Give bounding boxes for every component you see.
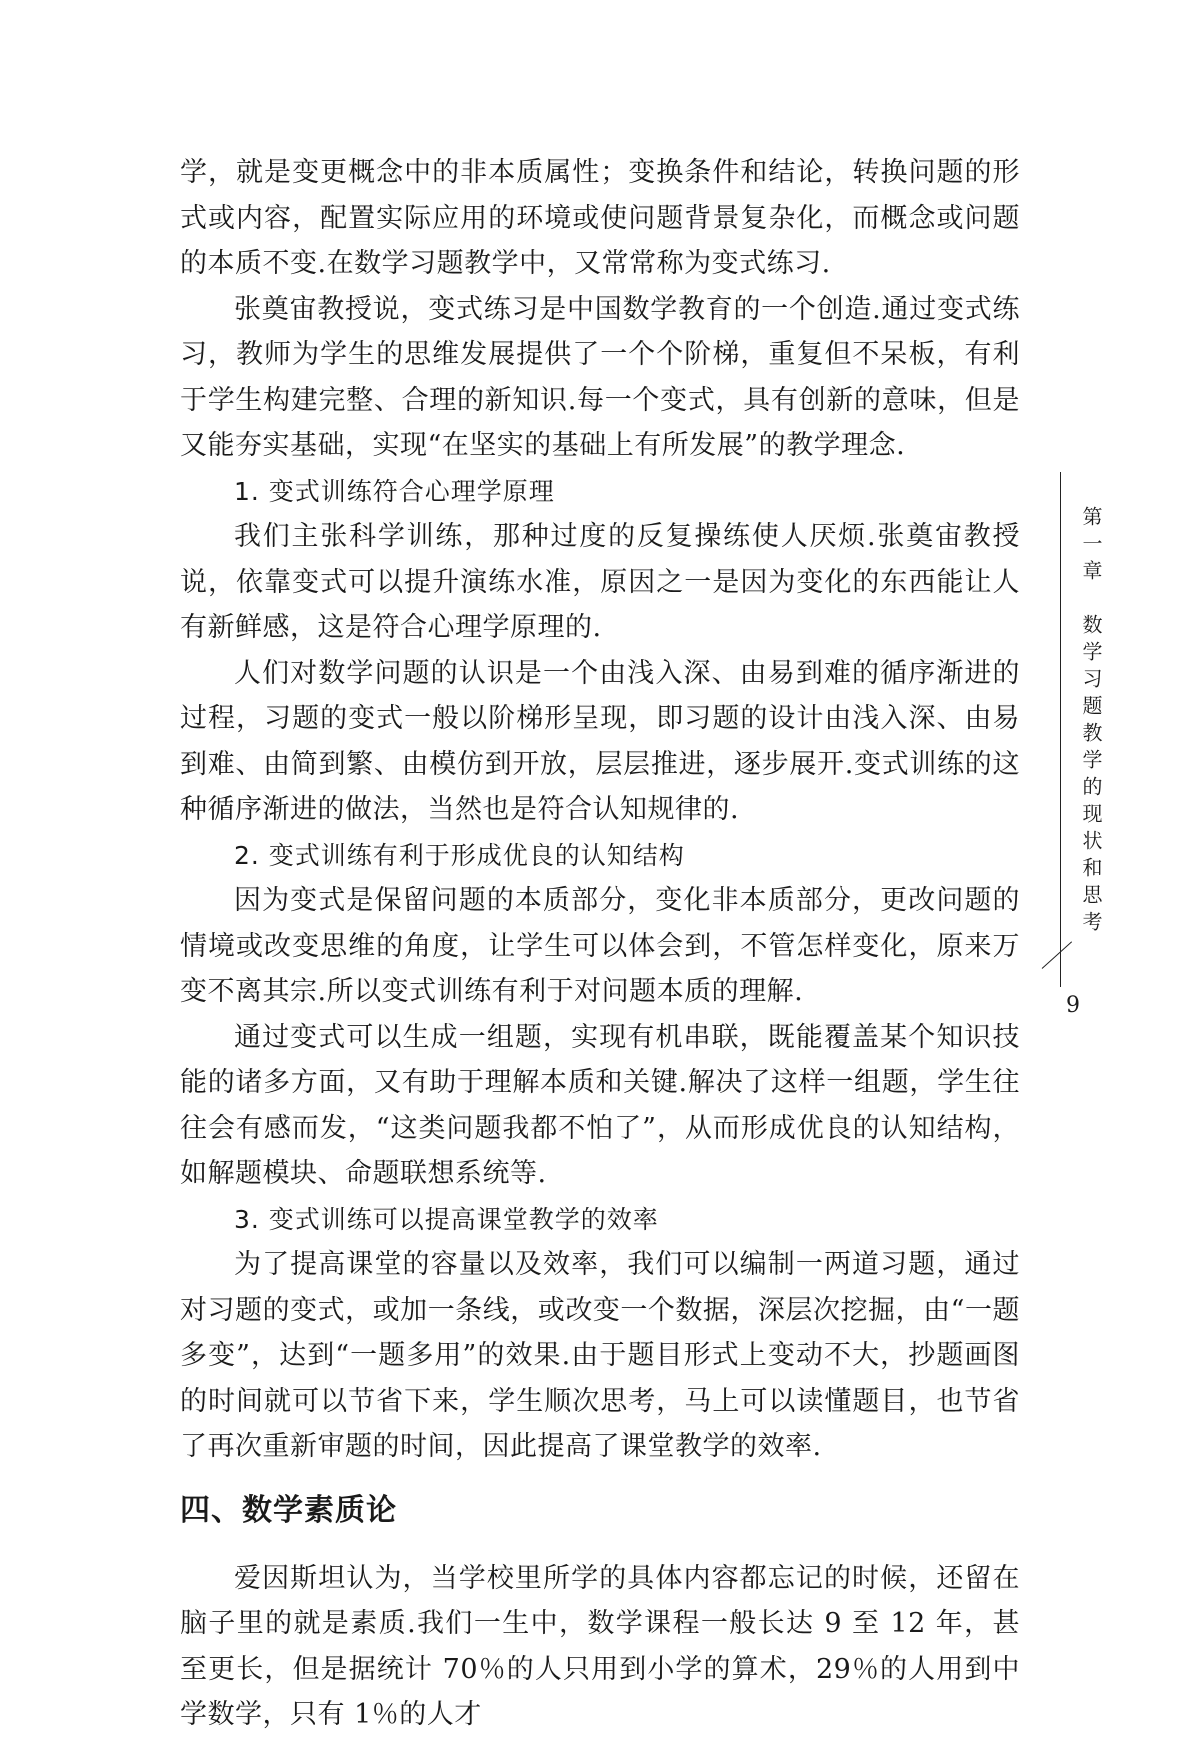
paragraph-problem-group: 通过变式可以生成一组题，实现有机串联，既能覆盖某个知识技能的诸多方面，又有助于理解本质和关键.解决了这样一组题，学生往往会有感而发，“这类问题我都不怕了”，从而形成优良的认知结构，如解题模块、命题联想系统等. [180, 1021, 1020, 1189]
subheading-efficiency: 3. 变式训练可以提高课堂教学的效率 [234, 1204, 659, 1234]
page-number: 9 [1066, 993, 1080, 1018]
paragraph-zhang-quote: 张奠宙教授说，变式练习是中国数学教育的一个创造.通过变式练习，教师为学生的思维发展提供了一个个阶梯，重复但不呆板，有利于学生构建完整、合理的新知识.每一个变式，具有创新的意味，但是又能夯实基础，实现“在坚实的基础上有所发展”的教学理念. [180, 293, 1020, 461]
paragraph-variant-definition: 学，就是变更概念中的非本质属性；变换条件和结论，转换问题的形式或内容，配置实际应用的环境或使问题背景复杂化，而概念或问题的本质不变.在数学习题教学中，又常常称为变式练习. [180, 157, 1020, 279]
subheading-psychology: 1. 变式训练符合心理学原理 [234, 476, 555, 506]
subheading-cognitive-structure: 2. 变式训练有利于形成优良的认知结构 [234, 840, 685, 870]
running-header [1062, 472, 1106, 972]
main-text-column [180, 150, 1020, 1738]
paragraph-scientific-training: 我们主张科学训练，那种过度的反复操练使人厌烦.张奠宙教授说，依靠变式可以提升演练水准，原因之一是因为变化的东西能让人有新鲜感，这是符合心理学原理的. [180, 521, 1020, 643]
running-header-title: 数学习题教学的现状和思考 [1079, 614, 1103, 938]
paragraph-gradual-progression: 人们对数学问题的认识是一个由浅入深、由易到难的循序渐进的过程，习题的变式一般以阶梯形呈现，即习题的设计由浅入深、由易到难、由简到繁、由模仿到开放，层层推进，逐步展开.变式训练的这种循序渐进的做法，当然也是符合认知规律的. [180, 657, 1020, 825]
section-heading-math-literacy: 四、数学素质论 [180, 1492, 397, 1528]
paragraph-essence: 因为变式是保留问题的本质部分，变化非本质部分，更改问题的情境或改变思维的角度，让学生可以体会到，不管怎样变化，原来万变不离其宗.所以变式训练有利于对问题本质的理解. [180, 885, 1020, 1007]
running-header-rule [1060, 472, 1061, 987]
paragraph-classroom-efficiency: 为了提高课堂的容量以及效率，我们可以编制一两道习题，通过对习题的变式，或加一条线，或改变一个数据，深层次挖掘，由“一题多变”，达到“一题多用”的效果.由于题目形式上变动不大，抄题画图的时间就可以节省下来，学生顺次思考，马上可以读懂题目，也节省了再次重新审题的时间，因此提高了课堂教学的效率. [180, 1249, 1020, 1462]
paragraph-einstein: 爱因斯坦认为，当学校里所学的具体内容都忘记的时候，还留在脑子里的就是素质.我们一生中，数学课程一般长达 9 至 12 年，甚至更长，但是据统计 70％的人只用到小学的算术，29％的人用到中学数学，只有 1％的人才 [180, 1562, 1020, 1730]
running-header-chapter: 第一章 [1079, 506, 1103, 587]
